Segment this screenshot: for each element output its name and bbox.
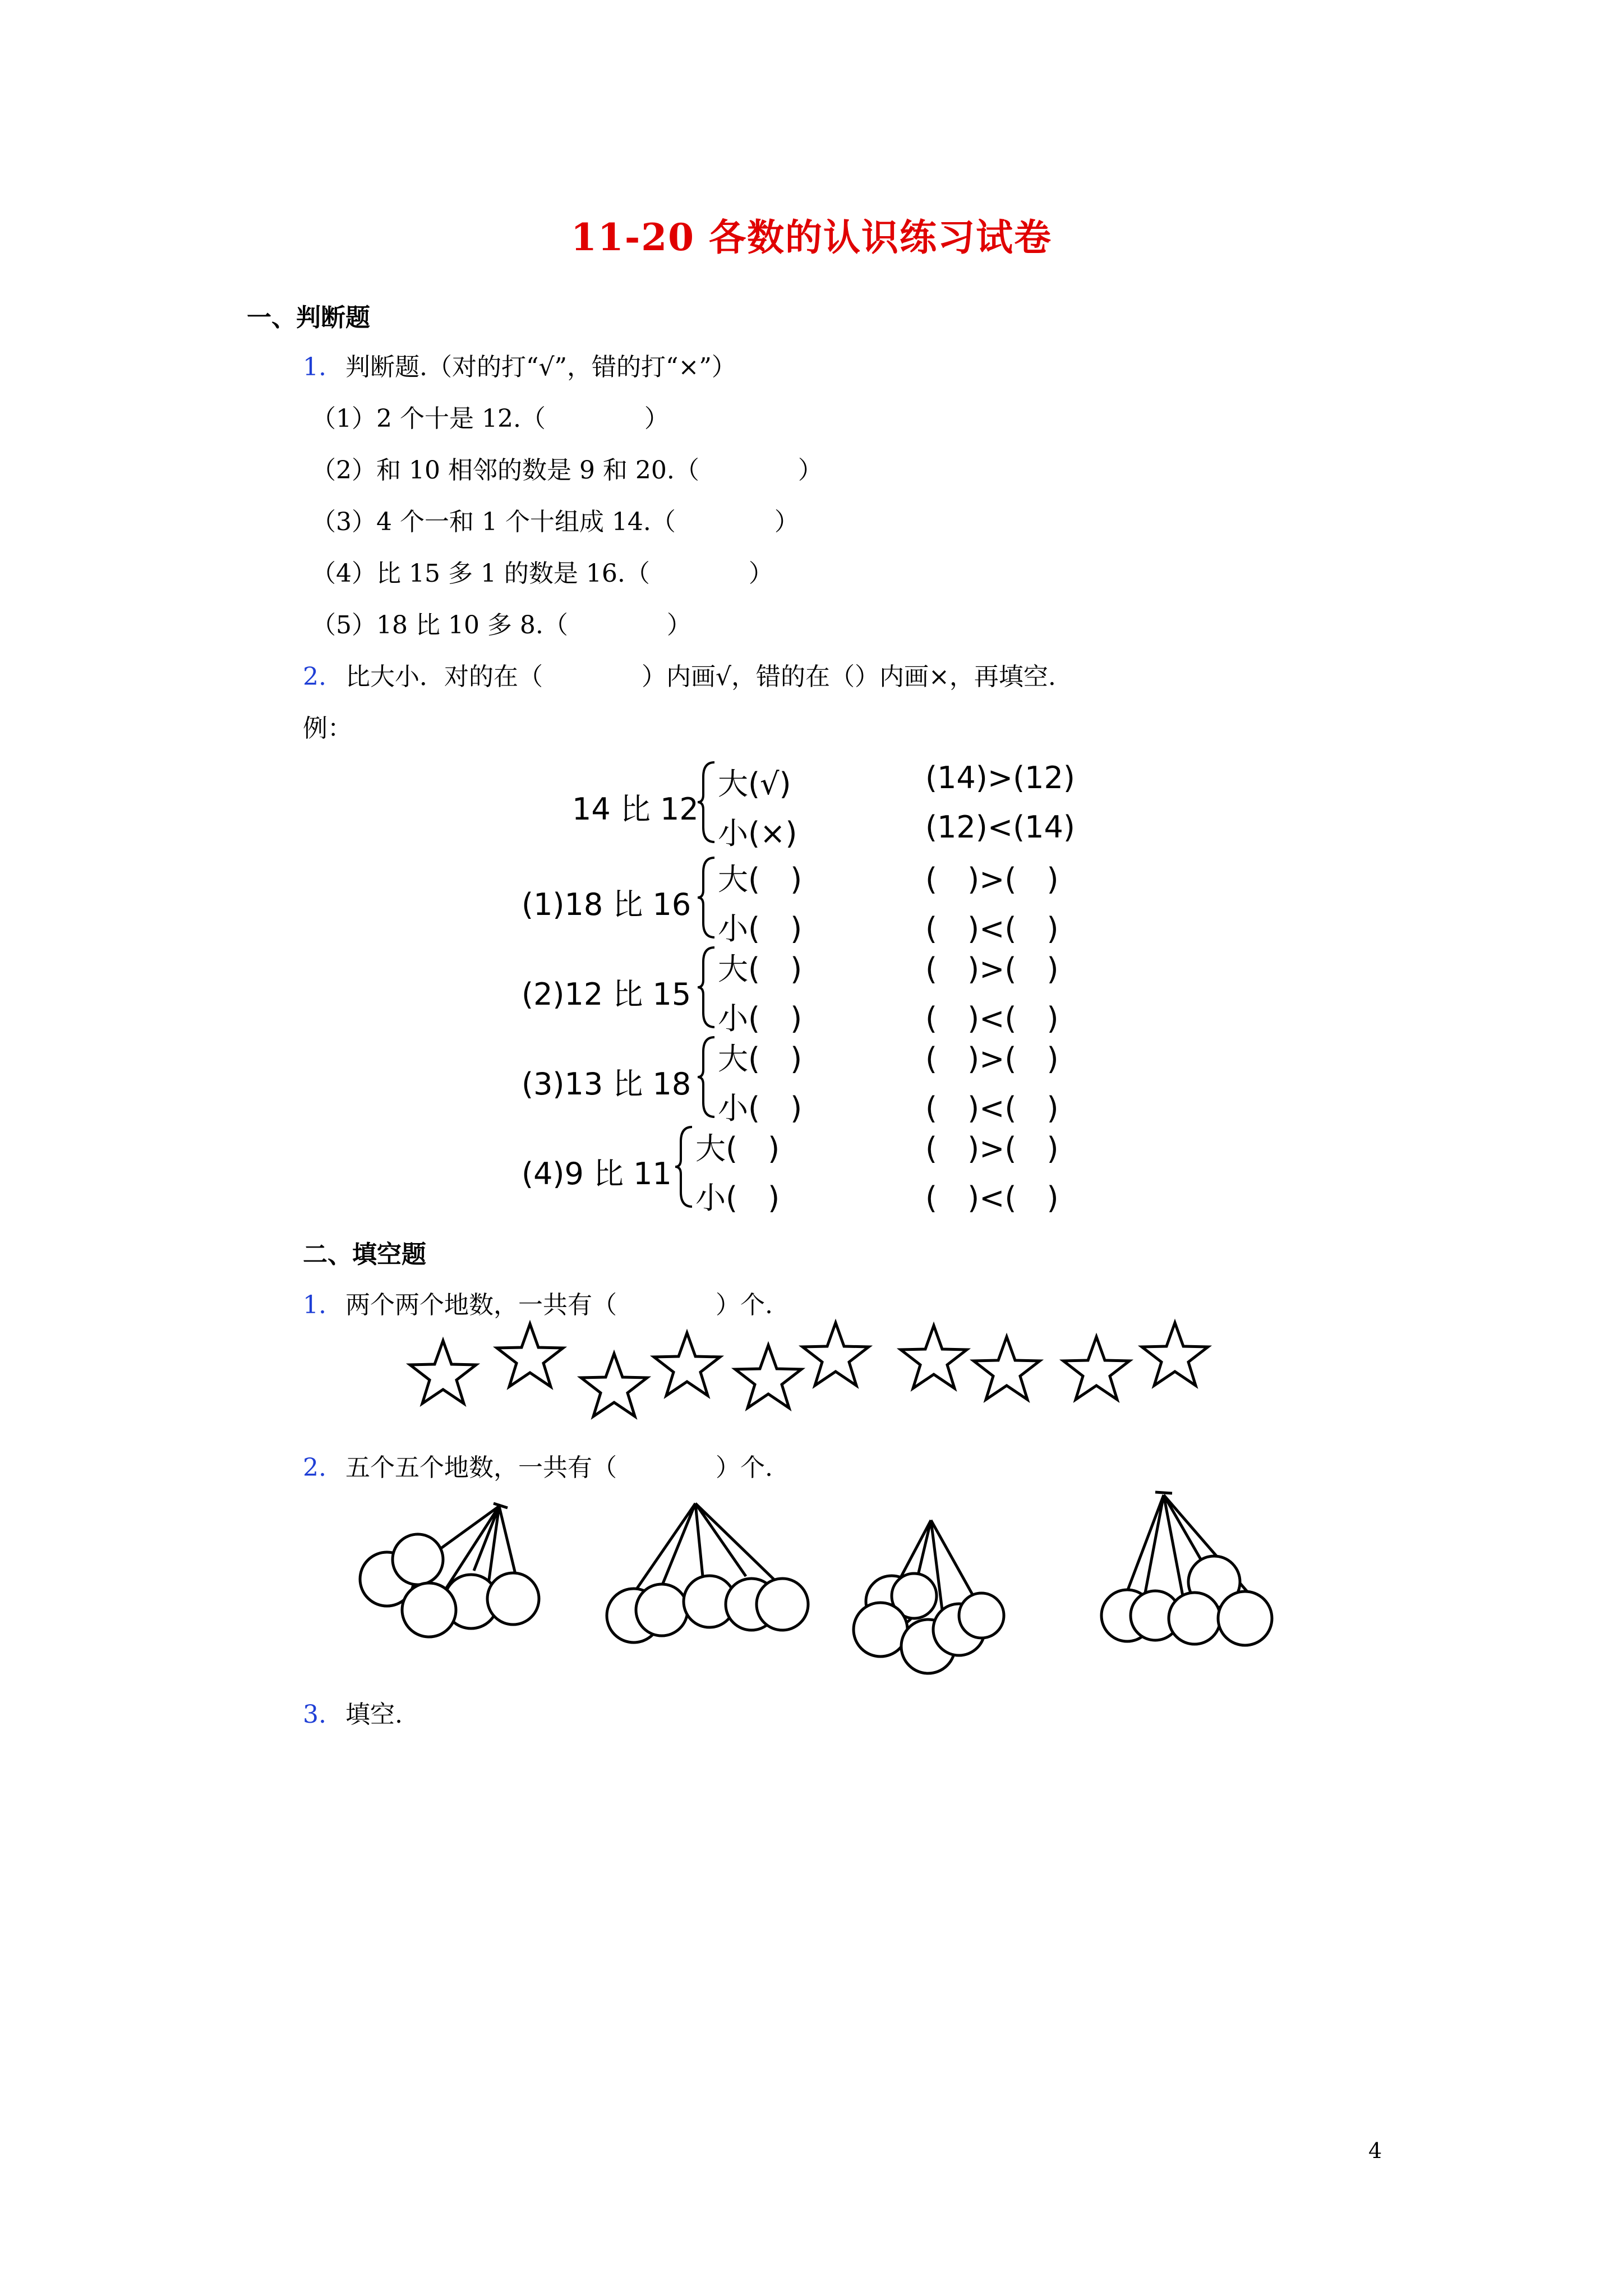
compare-gt: ( )>( ) [925,862,1059,897]
example-label: 例： [303,714,352,743]
question-number: 2. [303,1453,326,1482]
page-number: 4 [1368,2138,1382,2163]
judgement-item-4: （4）比 15 多 1 的数是 16.（ ） [311,559,773,588]
compare-small: 小(×) [718,816,797,851]
compare-gt: (14)>(12) [925,760,1075,795]
question-number: 3. [303,1700,326,1729]
question-text: 比大小．对的在（ ）内画√，错的在（）内画×，再填空. [345,662,1056,691]
compare-lt: ( )<( ) [925,1091,1059,1126]
compare-big: 大(√) [718,766,791,802]
question-text: 填空. [345,1700,403,1729]
judgement-item-2: （2）和 10 相邻的数是 9 和 20.（ ） [311,456,823,485]
compare-left: 14 比 12 [572,792,699,827]
section-heading-judgement: 一、判断题 [247,303,370,332]
fill-question-3 [303,1694,403,1730]
compare-lt: (12)<(14) [925,809,1075,845]
compare-gt: ( )>( ) [925,1131,1059,1166]
compare-lt: ( )<( ) [925,911,1059,946]
compare-big: 大( ) [718,951,803,987]
compare-small: 小( ) [718,1001,803,1036]
compare-lt: ( )<( ) [925,1180,1059,1216]
page-title: 11-20 各数的认识练习试卷 [570,215,1053,259]
compare-small: 小( ) [695,1180,780,1216]
question-text: 判断题.（对的打“√”，错的打“×”） [345,353,736,381]
cherry-bunch-icon [854,1520,1004,1673]
compare-left: (3)13 比 18 [522,1066,691,1102]
compare-big: 大( ) [695,1131,780,1166]
compare-left: (2)12 比 15 [522,977,691,1012]
compare-big: 大( ) [718,1041,803,1076]
compare-gt: ( )>( ) [925,951,1059,987]
compare-big: 大( ) [718,862,803,897]
question-number: 2. [303,662,326,691]
compare-small: 小( ) [718,1091,803,1126]
compare-left: (4)9 比 11 [522,1156,672,1191]
question-text: 两个两个地数，一共有（ ）个. [345,1291,773,1319]
cherry-bunch-icon [1101,1492,1272,1645]
judgement-item-3: （3）4 个一和 1 个十组成 14.（ ） [311,508,799,536]
compare-left: (1)18 比 16 [522,887,691,922]
section-heading-fill: 二、填空题 [303,1240,426,1269]
compare-small: 小( ) [718,911,803,946]
judgement-item-1: （1）2 个十是 12.（ ） [311,404,669,433]
cherry-bunch-icon [360,1503,539,1637]
compare-lt: ( )<( ) [925,1001,1059,1036]
compare-gt: ( )>( ) [925,1041,1059,1076]
judgement-item-5: （5）18 比 10 多 8.（ ） [311,611,691,639]
question-text: 五个五个地数，一共有（ ）个. [345,1453,773,1482]
question-number: 1. [303,1291,326,1319]
question-number: 1. [303,353,326,381]
cherry-bunch-icon [607,1503,808,1642]
